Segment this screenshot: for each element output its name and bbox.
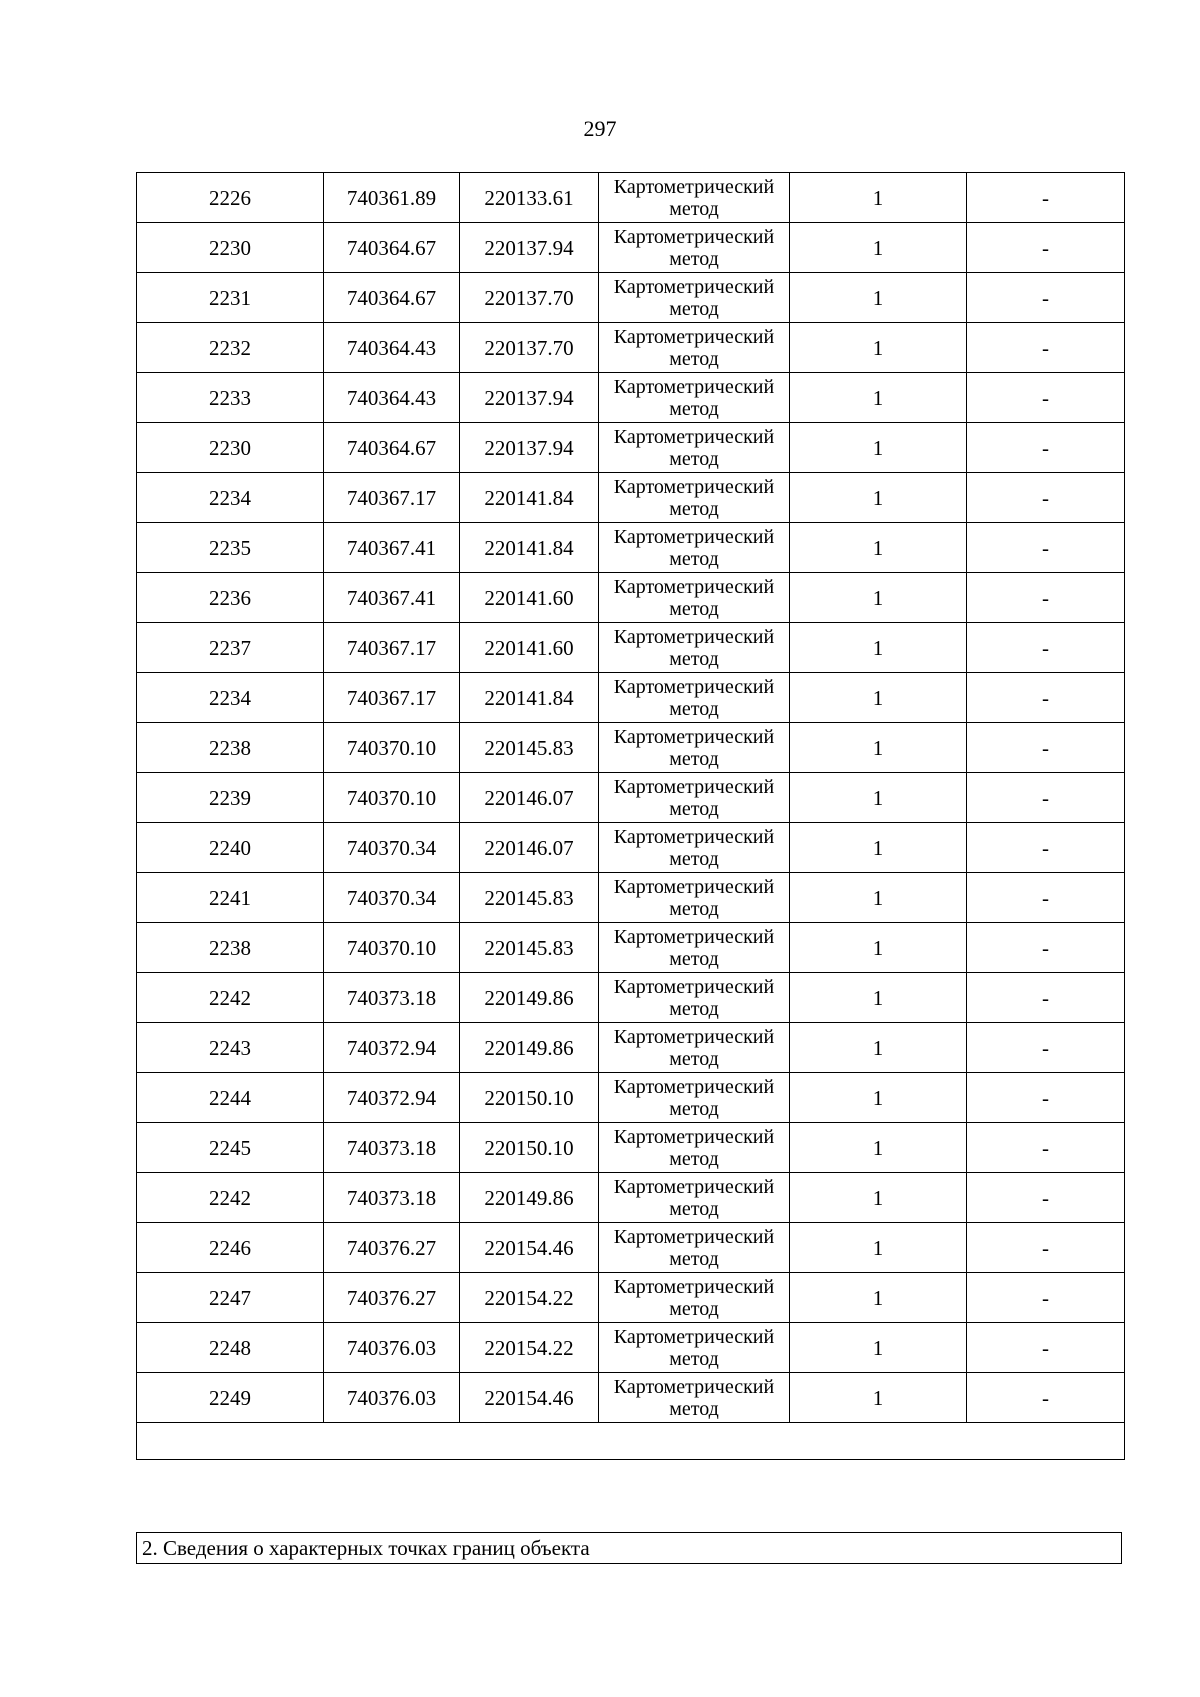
method-cell: Картометрический метод [599, 1023, 790, 1073]
table-row [137, 1173, 1125, 1223]
accuracy-cell: 1 [790, 373, 967, 423]
note-cell: - [967, 1173, 1125, 1223]
x-coordinate-cell: 740373.18 [324, 1123, 460, 1173]
note-cell: - [967, 323, 1125, 373]
table-row [137, 923, 1125, 973]
method-cell: Картометрический метод [599, 373, 790, 423]
table-row [137, 373, 1125, 423]
y-coordinate-cell: 220137.94 [460, 223, 599, 273]
note-cell: - [967, 1273, 1125, 1323]
method-cell: Картометрический метод [599, 1073, 790, 1123]
table-row [137, 1073, 1125, 1123]
point-id-cell: 2241 [137, 873, 324, 923]
accuracy-cell: 1 [790, 673, 967, 723]
accuracy-cell: 1 [790, 873, 967, 923]
accuracy-cell: 1 [790, 1173, 967, 1223]
y-coordinate-cell: 220145.83 [460, 723, 599, 773]
y-coordinate-cell: 220154.22 [460, 1323, 599, 1373]
method-cell: Картометрический метод [599, 1273, 790, 1323]
table-row [137, 723, 1125, 773]
x-coordinate-cell: 740367.41 [324, 573, 460, 623]
point-id-cell: 2237 [137, 623, 324, 673]
y-coordinate-cell: 220137.94 [460, 423, 599, 473]
note-cell: - [967, 473, 1125, 523]
table-row [137, 823, 1125, 873]
table-row [137, 423, 1125, 473]
point-id-cell: 2230 [137, 223, 324, 273]
point-id-cell: 2243 [137, 1023, 324, 1073]
y-coordinate-cell: 220154.46 [460, 1223, 599, 1273]
y-coordinate-cell: 220149.86 [460, 973, 599, 1023]
points-table [136, 172, 1125, 1460]
y-coordinate-cell: 220145.83 [460, 923, 599, 973]
accuracy-cell: 1 [790, 1373, 967, 1423]
table-row [137, 223, 1125, 273]
method-cell: Картометрический метод [599, 773, 790, 823]
point-id-cell: 2236 [137, 573, 324, 623]
x-coordinate-cell: 740370.34 [324, 823, 460, 873]
point-id-cell: 2246 [137, 1223, 324, 1273]
point-id-cell: 2245 [137, 1123, 324, 1173]
note-cell: - [967, 723, 1125, 773]
method-cell: Картометрический метод [599, 273, 790, 323]
method-cell: Картометрический метод [599, 523, 790, 573]
table-row [137, 773, 1125, 823]
note-cell: - [967, 1073, 1125, 1123]
method-cell: Картометрический метод [599, 1173, 790, 1223]
x-coordinate-cell: 740364.43 [324, 373, 460, 423]
note-cell: - [967, 823, 1125, 873]
table-row [137, 473, 1125, 523]
y-coordinate-cell: 220150.10 [460, 1123, 599, 1173]
y-coordinate-cell: 220154.46 [460, 1373, 599, 1423]
x-coordinate-cell: 740376.03 [324, 1323, 460, 1373]
accuracy-cell: 1 [790, 973, 967, 1023]
y-coordinate-cell: 220141.60 [460, 623, 599, 673]
accuracy-cell: 1 [790, 223, 967, 273]
table-row [137, 1023, 1125, 1073]
x-coordinate-cell: 740373.18 [324, 1173, 460, 1223]
point-id-cell: 2233 [137, 373, 324, 423]
point-id-cell: 2230 [137, 423, 324, 473]
y-coordinate-cell: 220137.94 [460, 373, 599, 423]
x-coordinate-cell: 740373.18 [324, 973, 460, 1023]
y-coordinate-cell: 220145.83 [460, 873, 599, 923]
method-cell: Картометрический метод [599, 623, 790, 673]
point-id-cell: 2226 [137, 173, 324, 223]
table-row [137, 1373, 1125, 1423]
method-cell: Картометрический метод [599, 823, 790, 873]
note-cell: - [967, 773, 1125, 823]
x-coordinate-cell: 740372.94 [324, 1073, 460, 1123]
table-row [137, 273, 1125, 323]
accuracy-cell: 1 [790, 573, 967, 623]
method-cell: Картометрический метод [599, 1123, 790, 1173]
note-cell: - [967, 173, 1125, 223]
method-cell: Картометрический метод [599, 973, 790, 1023]
table-row [137, 523, 1125, 573]
accuracy-cell: 1 [790, 723, 967, 773]
note-cell: - [967, 523, 1125, 573]
points-table-body [137, 173, 1125, 1460]
x-coordinate-cell: 740376.03 [324, 1373, 460, 1423]
accuracy-cell: 1 [790, 823, 967, 873]
note-cell: - [967, 273, 1125, 323]
point-id-cell: 2247 [137, 1273, 324, 1323]
table-row [137, 323, 1125, 373]
method-cell: Картометрический метод [599, 1223, 790, 1273]
point-id-cell: 2235 [137, 523, 324, 573]
x-coordinate-cell: 740364.67 [324, 273, 460, 323]
y-coordinate-cell: 220137.70 [460, 273, 599, 323]
x-coordinate-cell: 740364.43 [324, 323, 460, 373]
note-cell: - [967, 373, 1125, 423]
point-id-cell: 2242 [137, 973, 324, 1023]
point-id-cell: 2234 [137, 673, 324, 723]
x-coordinate-cell: 740376.27 [324, 1273, 460, 1323]
table-row [137, 873, 1125, 923]
note-cell: - [967, 873, 1125, 923]
point-id-cell: 2231 [137, 273, 324, 323]
x-coordinate-cell: 740372.94 [324, 1023, 460, 1073]
table-row [137, 573, 1125, 623]
table-row [137, 623, 1125, 673]
point-id-cell: 2248 [137, 1323, 324, 1373]
table-row [137, 973, 1125, 1023]
x-coordinate-cell: 740370.10 [324, 923, 460, 973]
y-coordinate-cell: 220149.86 [460, 1173, 599, 1223]
accuracy-cell: 1 [790, 323, 967, 373]
y-coordinate-cell: 220141.84 [460, 673, 599, 723]
note-cell: - [967, 1123, 1125, 1173]
point-id-cell: 2238 [137, 723, 324, 773]
accuracy-cell: 1 [790, 1273, 967, 1323]
point-id-cell: 2232 [137, 323, 324, 373]
table-row [137, 1123, 1125, 1173]
accuracy-cell: 1 [790, 473, 967, 523]
y-coordinate-cell: 220146.07 [460, 773, 599, 823]
accuracy-cell: 1 [790, 523, 967, 573]
method-cell: Картометрический метод [599, 723, 790, 773]
note-cell: - [967, 573, 1125, 623]
accuracy-cell: 1 [790, 923, 967, 973]
accuracy-cell: 1 [790, 773, 967, 823]
note-cell: - [967, 623, 1125, 673]
method-cell: Картометрический метод [599, 423, 790, 473]
x-coordinate-cell: 740370.34 [324, 873, 460, 923]
accuracy-cell: 1 [790, 1323, 967, 1373]
y-coordinate-cell: 220133.61 [460, 173, 599, 223]
note-cell: - [967, 223, 1125, 273]
method-cell: Картометрический метод [599, 223, 790, 273]
empty-table-row [137, 1423, 1125, 1460]
empty-cell [137, 1423, 1125, 1460]
point-id-cell: 2244 [137, 1073, 324, 1123]
note-cell: - [967, 923, 1125, 973]
accuracy-cell: 1 [790, 423, 967, 473]
y-coordinate-cell: 220141.84 [460, 473, 599, 523]
method-cell: Картометрический метод [599, 473, 790, 523]
x-coordinate-cell: 740364.67 [324, 223, 460, 273]
y-coordinate-cell: 220154.22 [460, 1273, 599, 1323]
table-row [137, 173, 1125, 223]
y-coordinate-cell: 220141.84 [460, 523, 599, 573]
y-coordinate-cell: 220146.07 [460, 823, 599, 873]
point-id-cell: 2249 [137, 1373, 324, 1423]
note-cell: - [967, 1323, 1125, 1373]
table-row [137, 1323, 1125, 1373]
method-cell: Картометрический метод [599, 323, 790, 373]
method-cell: Картометрический метод [599, 573, 790, 623]
point-id-cell: 2240 [137, 823, 324, 873]
method-cell: Картометрический метод [599, 873, 790, 923]
method-cell: Картометрический метод [599, 173, 790, 223]
method-cell: Картометрический метод [599, 1373, 790, 1423]
method-cell: Картометрический метод [599, 673, 790, 723]
note-cell: - [967, 1223, 1125, 1273]
x-coordinate-cell: 740367.41 [324, 523, 460, 573]
accuracy-cell: 1 [790, 1223, 967, 1273]
note-cell: - [967, 1373, 1125, 1423]
method-cell: Картометрический метод [599, 1323, 790, 1373]
table-row [137, 1223, 1125, 1273]
note-cell: - [967, 1023, 1125, 1073]
note-cell: - [967, 423, 1125, 473]
x-coordinate-cell: 740367.17 [324, 473, 460, 523]
y-coordinate-cell: 220141.60 [460, 573, 599, 623]
x-coordinate-cell: 740367.17 [324, 673, 460, 723]
y-coordinate-cell: 220149.86 [460, 1023, 599, 1073]
x-coordinate-cell: 740370.10 [324, 773, 460, 823]
point-id-cell: 2239 [137, 773, 324, 823]
x-coordinate-cell: 740367.17 [324, 623, 460, 673]
accuracy-cell: 1 [790, 1123, 967, 1173]
x-coordinate-cell: 740361.89 [324, 173, 460, 223]
accuracy-cell: 1 [790, 173, 967, 223]
note-cell: - [967, 973, 1125, 1023]
accuracy-cell: 1 [790, 273, 967, 323]
note-cell: - [967, 673, 1125, 723]
accuracy-cell: 1 [790, 1073, 967, 1123]
accuracy-cell: 1 [790, 1023, 967, 1073]
point-id-cell: 2242 [137, 1173, 324, 1223]
x-coordinate-cell: 740370.10 [324, 723, 460, 773]
y-coordinate-cell: 220137.70 [460, 323, 599, 373]
section-title: 2. Сведения о характерных точках границ объекта [136, 1532, 1122, 1564]
x-coordinate-cell: 740376.27 [324, 1223, 460, 1273]
point-id-cell: 2238 [137, 923, 324, 973]
method-cell: Картометрический метод [599, 923, 790, 973]
table-row [137, 673, 1125, 723]
x-coordinate-cell: 740364.67 [324, 423, 460, 473]
accuracy-cell: 1 [790, 623, 967, 673]
table-row [137, 1273, 1125, 1323]
point-id-cell: 2234 [137, 473, 324, 523]
y-coordinate-cell: 220150.10 [460, 1073, 599, 1123]
page-number: 297 [583, 116, 617, 141]
